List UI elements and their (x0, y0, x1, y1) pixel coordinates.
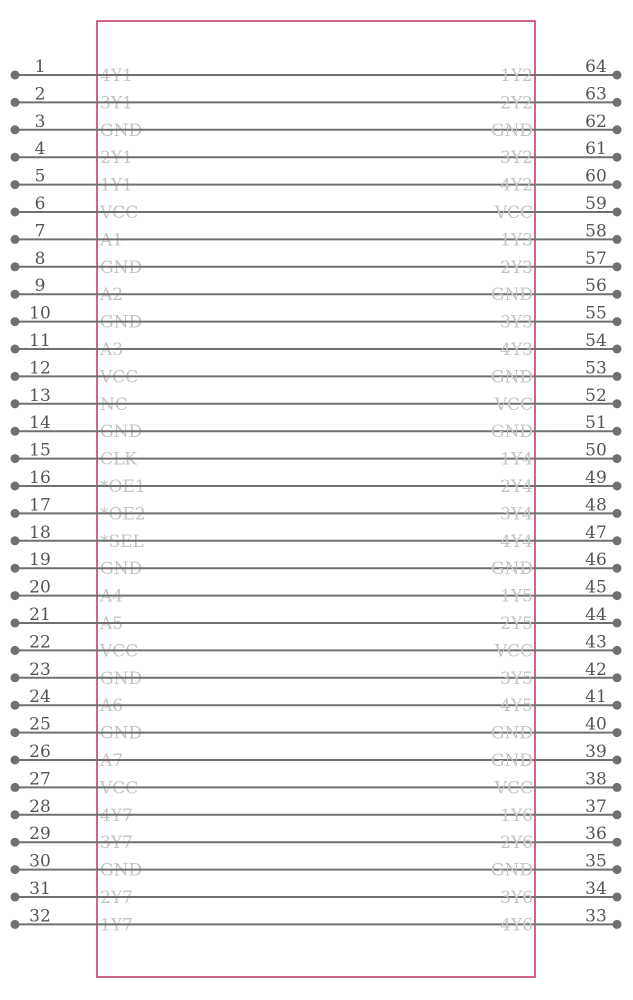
pin-end-dot (613, 125, 622, 134)
pin-end-dot (11, 208, 20, 217)
pin-number: 61 (585, 139, 607, 160)
pin-name: VCC (100, 203, 139, 223)
pin-name: VCC (100, 778, 139, 799)
left-pin-8 (11, 249, 143, 278)
right-pin-column (97, 57, 622, 935)
pin-end-dot (613, 482, 622, 491)
pin-number: 19 (29, 550, 51, 571)
pin-name: GND (490, 559, 533, 580)
right-pin-49 (97, 468, 622, 497)
pin-number: 47 (585, 522, 607, 543)
pin-name: NC (100, 394, 128, 415)
pin-end-dot (11, 180, 20, 189)
left-pin-18 (11, 523, 144, 552)
pin-end-dot (613, 317, 622, 326)
right-pin-38 (97, 769, 622, 798)
pin-end-dot (613, 536, 622, 545)
pin-name: 2Y3 (500, 257, 533, 278)
pin-end-dot (11, 98, 20, 107)
pin-name: 3Y7 (100, 833, 133, 854)
pin-end-dot (613, 701, 622, 710)
pin-name: GND (490, 751, 533, 771)
right-pin-64 (97, 57, 622, 86)
pin-end-dot (613, 564, 622, 573)
pin-number: 10 (29, 303, 51, 324)
pin-number: 22 (29, 632, 51, 653)
pin-name: 3Y6 (500, 888, 533, 908)
pin-name: 2Y6 (500, 833, 533, 854)
pin-end-dot (613, 838, 622, 847)
pin-number: 54 (585, 331, 607, 351)
pin-name: 3Y1 (100, 93, 133, 114)
pin-end-dot (613, 399, 622, 408)
pin-name: CLK (100, 449, 137, 470)
pin-end-dot (11, 153, 20, 162)
left-pin-19 (11, 550, 143, 579)
pin-end-dot (613, 262, 622, 271)
right-pin-59 (97, 194, 622, 223)
pin-number: 17 (29, 495, 51, 516)
pin-name: 4Y7 (100, 805, 133, 826)
pin-end-dot (11, 646, 20, 655)
pin-number: 41 (585, 687, 607, 708)
pin-number: 25 (29, 714, 51, 735)
pin-end-dot (11, 756, 20, 765)
pin-end-dot (11, 564, 20, 573)
pin-name: GND (100, 860, 143, 881)
pin-number: 4 (34, 139, 46, 160)
pin-name: VCC (100, 367, 139, 388)
pin-end-dot (11, 591, 20, 600)
pin-number: 39 (585, 742, 607, 762)
pin-number: 6 (34, 194, 46, 214)
right-pin-54 (97, 331, 622, 360)
right-pin-61 (97, 139, 622, 168)
pin-name: GND (100, 422, 143, 443)
pin-number: 36 (585, 824, 607, 845)
left-pin-31 (11, 879, 133, 908)
pin-name: 1Y2 (500, 66, 533, 86)
pin-number: 56 (585, 276, 607, 297)
left-pin-13 (11, 386, 128, 415)
pin-end-dot (613, 235, 622, 244)
pin-end-dot (11, 454, 20, 463)
pin-end-dot (11, 399, 20, 408)
pin-name: VCC (494, 778, 533, 799)
pin-name: GND (100, 668, 143, 689)
pin-end-dot (613, 756, 622, 765)
pin-name: 4Y5 (500, 696, 533, 717)
pin-name: A7 (100, 751, 124, 771)
left-pin-15 (11, 441, 138, 470)
pin-number: 32 (29, 906, 51, 927)
pin-name: 2Y4 (500, 477, 533, 497)
right-pin-50 (97, 441, 622, 470)
right-pin-34 (97, 879, 622, 908)
right-pin-36 (97, 824, 622, 853)
left-pin-5 (11, 167, 133, 196)
pin-name: *OE2 (100, 504, 146, 525)
pin-name: 1Y6 (500, 805, 533, 826)
pin-name: GND (490, 120, 533, 141)
pin-end-dot (11, 810, 20, 819)
pin-end-dot (11, 290, 20, 299)
pin-end-dot (613, 208, 622, 217)
pin-end-dot (11, 536, 20, 545)
pin-number: 12 (29, 358, 51, 379)
pin-name: A6 (100, 696, 124, 717)
pin-number: 64 (585, 57, 607, 77)
pin-end-dot (613, 153, 622, 162)
pin-name: 1Y3 (500, 230, 533, 251)
pin-end-dot (613, 98, 622, 107)
right-pin-44 (97, 605, 622, 634)
pin-end-dot (11, 865, 20, 874)
pin-end-dot (613, 893, 622, 902)
left-pin-29 (11, 824, 133, 853)
pin-name: *SEL (100, 531, 144, 552)
left-pin-16 (11, 468, 146, 497)
pin-number: 52 (585, 385, 607, 406)
pin-name: 2Y1 (100, 148, 133, 169)
right-pin-45 (97, 578, 622, 607)
right-pin-56 (97, 276, 622, 305)
pin-name: VCC (494, 641, 533, 662)
right-pin-57 (97, 249, 622, 278)
pin-number: 34 (585, 879, 607, 899)
pin-end-dot (613, 646, 622, 655)
pin-end-dot (11, 345, 20, 354)
right-pin-58 (97, 221, 622, 250)
right-pin-63 (97, 84, 622, 113)
pin-name: GND (100, 559, 143, 580)
pin-name: VCC (494, 203, 533, 223)
pin-number: 5 (34, 166, 46, 187)
pin-number: 46 (585, 550, 607, 571)
pin-number: 24 (29, 687, 51, 708)
pin-end-dot (613, 180, 622, 189)
left-pin-32 (11, 906, 133, 935)
right-pin-51 (97, 413, 622, 442)
right-pin-42 (97, 660, 622, 689)
right-pin-53 (97, 358, 622, 387)
left-pin-11 (11, 331, 124, 360)
left-pin-21 (11, 605, 124, 634)
pin-number: 8 (34, 248, 46, 269)
pin-end-dot (11, 728, 20, 737)
right-pin-41 (97, 687, 622, 716)
pin-end-dot (11, 783, 20, 792)
pin-name: A1 (100, 230, 124, 251)
pin-number: 20 (29, 577, 51, 598)
pin-number: 3 (34, 111, 46, 132)
pin-name: 1Y1 (100, 175, 133, 196)
pin-end-dot (11, 482, 20, 491)
pin-name: A2 (100, 285, 124, 306)
right-pin-43 (97, 632, 622, 661)
pin-end-dot (613, 920, 622, 929)
pin-name: GND (490, 422, 533, 443)
left-pin-22 (11, 632, 139, 661)
right-pin-33 (97, 906, 622, 935)
pin-number: 50 (585, 440, 607, 461)
right-pin-35 (97, 852, 622, 881)
pin-number: 44 (585, 605, 607, 625)
pin-end-dot (613, 865, 622, 874)
pin-number: 13 (29, 385, 51, 406)
right-pin-55 (97, 304, 622, 333)
pin-end-dot (613, 673, 622, 682)
pin-number: 16 (29, 468, 51, 488)
ic-body-outline (97, 21, 535, 977)
left-pin-30 (11, 852, 143, 881)
pin-name: 3Y2 (500, 148, 533, 169)
pin-end-dot (613, 345, 622, 354)
pin-end-dot (11, 262, 20, 271)
left-pin-7 (11, 221, 124, 250)
pin-end-dot (11, 71, 20, 80)
pin-end-dot (11, 427, 20, 436)
pin-name: GND (490, 860, 533, 881)
pin-number: 35 (585, 851, 607, 872)
pin-name: 3Y5 (500, 668, 533, 689)
pin-name: 4Y1 (100, 66, 133, 86)
pin-end-dot (613, 290, 622, 299)
pin-name: 4Y3 (500, 340, 533, 360)
pin-number: 48 (585, 495, 607, 516)
pin-end-dot (613, 591, 622, 600)
pin-number: 42 (585, 659, 607, 680)
pin-end-dot (11, 235, 20, 244)
pin-number: 38 (585, 769, 607, 790)
pin-name: A3 (100, 340, 124, 360)
pin-name: VCC (100, 641, 139, 662)
pin-number: 45 (585, 577, 607, 598)
pin-number: 26 (29, 742, 51, 762)
left-pin-28 (11, 797, 133, 826)
pin-end-dot (613, 783, 622, 792)
pin-end-dot (11, 317, 20, 326)
left-pin-25 (11, 715, 143, 744)
pin-number: 49 (585, 468, 607, 488)
right-pin-60 (97, 167, 622, 196)
right-pin-48 (97, 495, 622, 524)
pin-end-dot (613, 619, 622, 628)
left-pin-6 (11, 194, 139, 223)
pin-number: 27 (29, 769, 51, 790)
pin-name: GND (490, 367, 533, 388)
left-pin-column (11, 57, 146, 935)
pin-end-dot (11, 838, 20, 847)
pin-end-dot (11, 673, 20, 682)
pin-name: 2Y5 (500, 614, 533, 634)
pin-end-dot (613, 454, 622, 463)
pin-name: 3Y3 (500, 312, 533, 333)
pin-name: 2Y2 (500, 93, 533, 114)
pin-end-dot (11, 619, 20, 628)
pin-name: 3Y4 (500, 504, 533, 525)
right-pin-46 (97, 550, 622, 579)
pin-name: 4Y4 (500, 531, 533, 552)
pin-name: 1Y5 (500, 586, 533, 607)
pin-number: 60 (585, 166, 607, 187)
left-pin-26 (11, 742, 124, 771)
right-pin-37 (97, 797, 622, 826)
pin-number: 55 (585, 303, 607, 324)
pin-name: 1Y4 (500, 449, 533, 470)
pin-number: 9 (34, 276, 46, 297)
right-pin-39 (97, 742, 622, 771)
pin-name: A4 (100, 586, 124, 607)
pin-name: 4Y6 (500, 915, 533, 936)
pin-number: 15 (29, 440, 51, 461)
left-pin-17 (11, 495, 146, 524)
pin-number: 40 (585, 714, 607, 735)
pin-number: 11 (29, 331, 51, 351)
pin-number: 29 (29, 824, 51, 845)
left-pin-14 (11, 413, 143, 442)
pin-number: 7 (34, 221, 46, 242)
pin-number: 59 (585, 194, 607, 214)
pin-name: GND (490, 723, 533, 744)
pin-name: GND (100, 257, 143, 278)
left-pin-10 (11, 304, 143, 333)
pin-end-dot (11, 893, 20, 902)
right-pin-52 (97, 386, 622, 415)
pin-number: 57 (585, 248, 607, 269)
left-pin-1 (11, 57, 133, 86)
pin-name: *OE1 (100, 477, 146, 497)
pin-end-dot (11, 125, 20, 134)
pin-number: 33 (585, 906, 607, 927)
pin-end-dot (11, 509, 20, 518)
pin-end-dot (11, 372, 20, 381)
left-pin-12 (11, 358, 139, 387)
pin-end-dot (613, 728, 622, 737)
pin-end-dot (613, 372, 622, 381)
pin-end-dot (11, 920, 20, 929)
pin-number: 53 (585, 358, 607, 379)
pin-end-dot (613, 71, 622, 80)
pin-number: 1 (34, 57, 46, 77)
left-pin-2 (11, 84, 133, 113)
pin-number: 51 (585, 413, 607, 434)
pin-name: VCC (494, 394, 533, 415)
pin-number: 62 (585, 111, 607, 132)
pin-name: 2Y7 (100, 888, 133, 908)
right-pin-40 (97, 715, 622, 744)
pin-end-dot (613, 810, 622, 819)
pin-end-dot (613, 509, 622, 518)
pin-number: 30 (29, 851, 51, 872)
pin-name: GND (100, 723, 143, 744)
pin-number: 21 (29, 605, 51, 625)
pin-number: 14 (29, 413, 51, 434)
pin-number: 23 (29, 659, 51, 680)
pin-name: 1Y7 (100, 915, 133, 936)
pin-number: 18 (29, 522, 51, 543)
pin-name: GND (100, 120, 143, 141)
pin-number: 63 (585, 84, 607, 105)
pin-number: 58 (585, 221, 607, 242)
pin-name: GND (490, 285, 533, 306)
pin-number: 37 (585, 796, 607, 817)
pin-end-dot (613, 427, 622, 436)
right-pin-47 (97, 523, 622, 552)
pin-number: 28 (29, 796, 51, 817)
left-pin-20 (11, 578, 124, 607)
left-pin-24 (11, 687, 124, 716)
pin-number: 31 (29, 879, 51, 899)
left-pin-9 (11, 276, 124, 305)
left-pin-27 (11, 769, 139, 798)
pin-name: 4Y2 (500, 175, 533, 196)
pin-name: GND (100, 312, 143, 333)
pin-number: 2 (34, 84, 46, 105)
pin-end-dot (11, 701, 20, 710)
pin-name: A5 (100, 614, 124, 634)
right-pin-62 (97, 112, 622, 141)
pin-number: 43 (585, 632, 607, 653)
left-pin-23 (11, 660, 143, 689)
left-pin-3 (11, 112, 143, 141)
left-pin-4 (11, 139, 133, 168)
